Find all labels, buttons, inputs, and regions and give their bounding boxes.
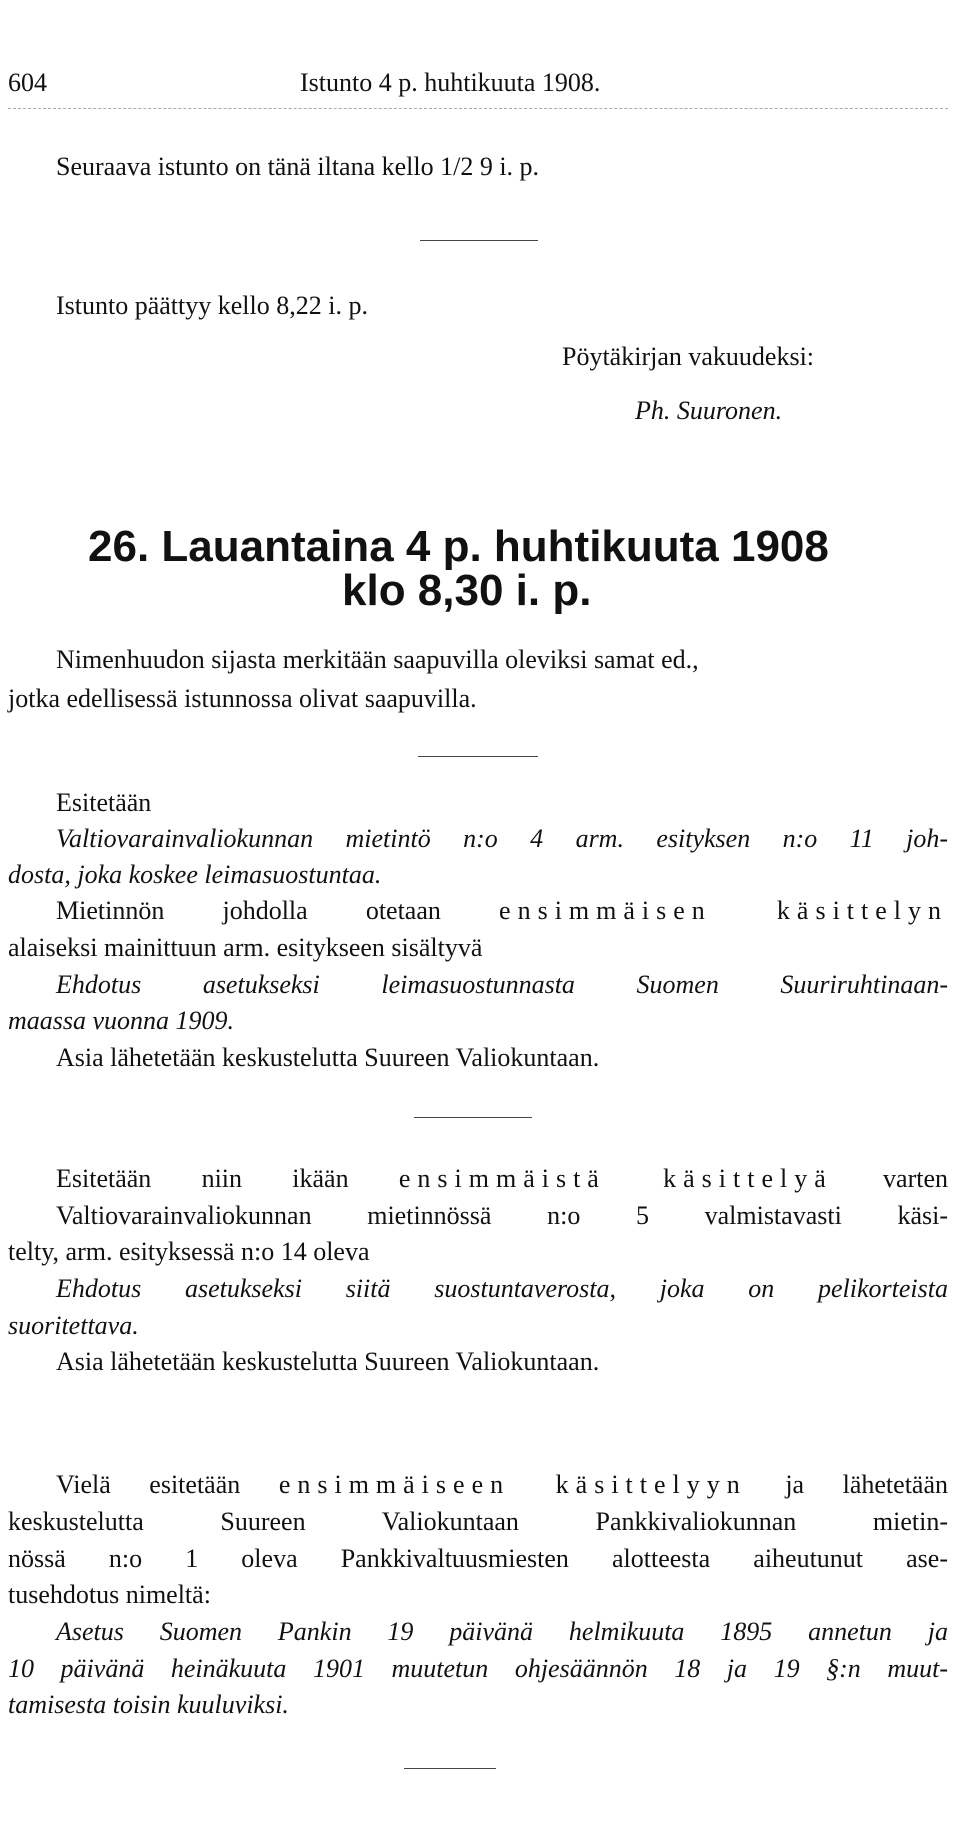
next-session-note: Seuraava istunto on tänä iltana kello 1/2 9 i. p. (56, 152, 540, 181)
item2-line-2: Valtiovarainvaliokunnan mietinnössä n:o 5 valmistavasti käsi- (56, 1201, 948, 1230)
session-time: klo 8,30 i. p. (342, 566, 592, 615)
divider (404, 1768, 496, 1769)
item1-line-4: alaiseksi mainittuun arm. esitykseen sisältyvä (8, 933, 483, 962)
roll-call-line-1: Nimenhuudon sijasta merkitään saapuvilla oleviksi samat ed., (56, 645, 699, 674)
item3-proposal-line-2: 10 päivänä heinäkuuta 1901 muutetun ohjesäännön 18 ja 19 §:n muut- (8, 1654, 948, 1683)
item1-referral: Asia lähetetään keskustelutta Suureen Valiokuntaan. (56, 1043, 600, 1072)
item1-proposal-line-2: maassa vuonna 1909. (8, 1006, 235, 1035)
session-ended-note: Istunto päättyy kello 8,22 i. p. (56, 291, 368, 320)
item2-line-3: telty, arm. esityksessä n:o 14 oleva (8, 1237, 370, 1266)
item3-line-1: Vielä esitetään ensimmäiseen käsittelyyn ja lähetetään (56, 1470, 949, 1499)
item1-intro: Esitetään (56, 788, 152, 817)
divider (418, 756, 538, 757)
running-title: Istunto 4 p. huhtikuuta 1908. (300, 68, 601, 97)
divider (414, 1117, 532, 1118)
item1-title-line-1: Valtiovarainvaliokunnan mietintö n:o 4 arm. esityksen n:o 11 joh- (56, 824, 949, 853)
item2-referral: Asia lähetetään keskustelutta Suureen Valiokuntaan. (56, 1347, 600, 1376)
item3-line-2: keskustelutta Suureen Valiokuntaan Pankkivaliokunnan mietin- (8, 1507, 948, 1536)
session-heading: 26. Lauantaina 4 p. huhtikuuta 1908 (88, 522, 829, 571)
item1-line-3: Mietinnön johdolla otetaan ensimmäisen käsittelyn (56, 896, 949, 925)
item2-proposal-line-1: Ehdotus asetukseksi siitä suostuntaverosta, joka on pelikorteista (56, 1274, 948, 1303)
item2-proposal-line-2: suoritettava. (8, 1311, 139, 1340)
header-rule (8, 108, 948, 109)
item1-title-line-2: dosta, joka koskee leimasuostuntaa. (8, 860, 382, 889)
item3-proposal-line-1: Asetus Suomen Pankin 19 päivänä helmikuuta 1895 annetun ja (56, 1617, 948, 1646)
item1-proposal-line-1: Ehdotus asetukseksi leimasuostunnasta Suomen Suuriruhtinaan- (56, 970, 948, 999)
item3-line-3: nössä n:o 1 oleva Pankkivaltuusmiesten alotteesta aiheutunut ase- (8, 1544, 948, 1573)
item3-line-4: tusehdotus nimeltä: (8, 1580, 211, 1609)
minutes-label: Pöytäkirjan vakuudeksi: (562, 342, 815, 371)
signature: Ph. Suuronen. (635, 396, 783, 425)
item3-proposal-line-3: tamisesta toisin kuuluviksi. (8, 1690, 289, 1719)
item2-line-1: Esitetään niin ikään ensimmäistä käsittelyä varten (56, 1164, 949, 1193)
page-number: 604 (8, 68, 47, 97)
divider (420, 240, 538, 241)
roll-call-line-2: jotka edellisessä istunnossa olivat saapuvilla. (8, 684, 477, 713)
